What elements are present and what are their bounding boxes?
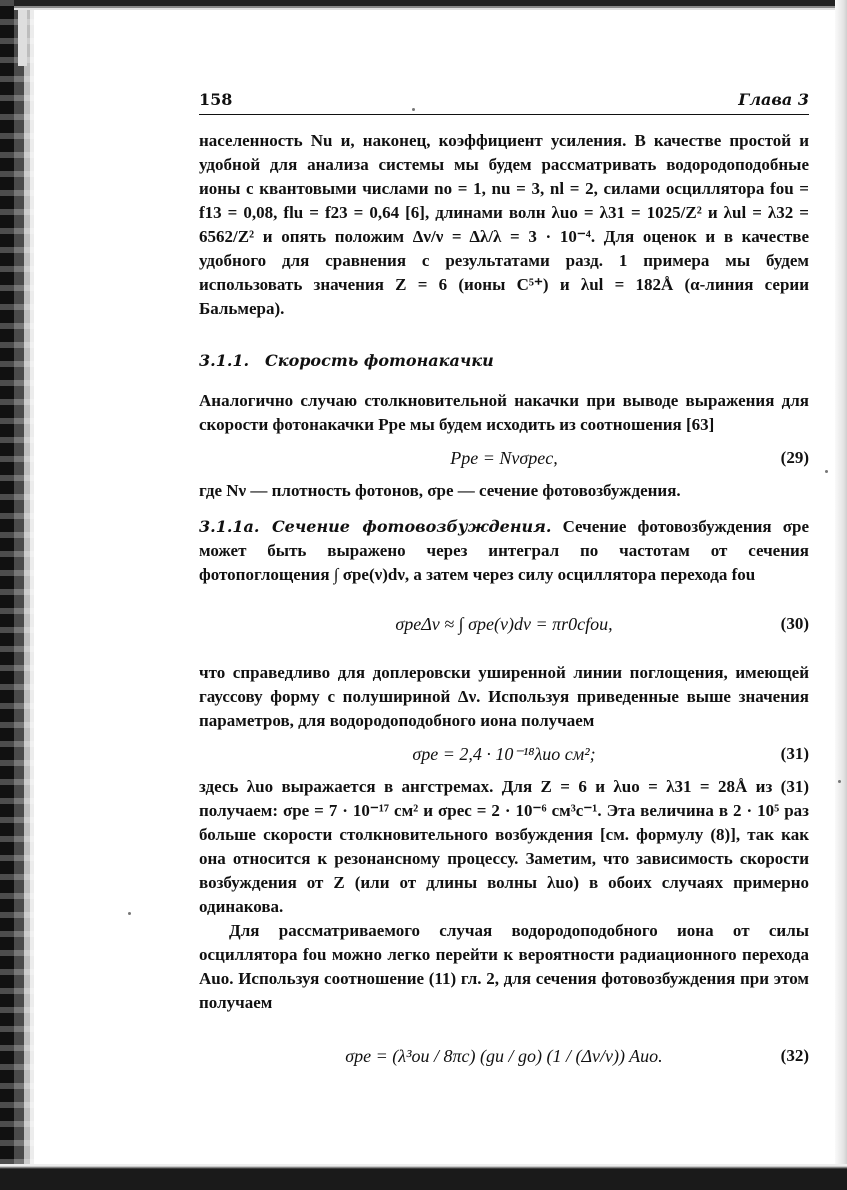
equation-32-number: (32) xyxy=(780,1046,809,1065)
section-title: Скорость фотонакачки xyxy=(265,351,494,370)
scan-border-left xyxy=(0,0,34,1190)
running-head xyxy=(199,88,809,115)
page-number: 158 xyxy=(199,90,233,109)
section-heading xyxy=(199,349,809,373)
paragraph-transition: Для рассматриваемого случая водородоподобного иона от силы осциллятора fou можно легко перейти к вероятности радиационного перехода Auo. Используя соотношение (11) гл. 2, для сечения фотовозбуждения при этом получаем xyxy=(199,921,809,1012)
paragraph-rate: Аналогично случаю столкновительной накачки при выводе выражения для скорости фотонакачки Ppe мы будем исходить из соотношения [63] xyxy=(199,391,809,434)
equation-32 xyxy=(199,1023,809,1089)
equation-30-number: (30) xyxy=(780,614,809,633)
section-number: 3.1.1. xyxy=(199,351,250,370)
paragraph-result: здесь λuo выражается в ангстремах. Для Z = 6 и λuo = λ31 = 28Å из (31) получаем: σpe = 7 · 10⁻¹⁷ см² и σpec = 2 · 10⁻⁶ см³с⁻¹. Эта величина в 2 · 10⁵ раз больше скорости столкновительного возбуждения [см. формулу (8)], так как она относится к резонансному процессу. Заметим, что зависимость скорости возбуждения от Z (или от длины волны λuo) в обоих случаях примерно одинакова. xyxy=(199,777,809,916)
equation-31-number: (31) xyxy=(780,744,809,763)
scan-border-bottom xyxy=(0,1164,847,1190)
paragraph-intro: населенность Nu и, наконец, коэффициент усиления. В качестве простой и удобной для анализа системы мы будем рассматривать водородоподобные ионы с квантовыми числами no = 1, nu = 3, nl = 2, силами осциллятора fou = f13 = 0,08, flu = f23 = 0,64 [6], длинами волн λuo = λ31 = 1025/Z² и λul = λ32 = 6562/Z² и опять положим Δν/ν = Δλ/λ = 3 · 10⁻⁴. Для оценок и в качестве удобного для сравнения с результатами разд. 1 примера мы будем использовать значения Z = 6 (ионы C⁵⁺) и λul = 182Å (α-линия серии Бальмера). xyxy=(199,131,809,318)
paragraph-cross-section xyxy=(199,515,809,587)
scan-speck xyxy=(825,470,828,473)
equation-30-body: σpeΔν ≈ ∫ σpe(ν)dν = πr0cfou, xyxy=(395,614,613,634)
scan-speck xyxy=(128,912,131,915)
equation-29 xyxy=(199,439,809,477)
equation-30 xyxy=(199,593,809,655)
book-page xyxy=(199,88,809,1089)
equation-31-body: σpe = 2,4 · 10⁻¹⁸λuo см²; xyxy=(412,744,596,764)
chapter-title: Глава 3 xyxy=(738,90,809,109)
equation-29-body: Ppe = Nνσpec, xyxy=(450,448,558,468)
paragraph-photons: где Nν — плотность фотонов, σpe — сечение фотовозбуждения. xyxy=(199,481,681,500)
equation-29-number: (29) xyxy=(780,448,809,467)
equation-32-body: σpe = (λ³ou / 8πc) (gu / go) (1 / (Δν/ν)) Auo. xyxy=(345,1046,663,1066)
equation-31 xyxy=(199,735,809,773)
scan-speck xyxy=(838,780,841,783)
paragraph-cross-section-text: Сечение фотовозбуждения σpe может быть выражено через интеграл по частотам от сечения фотопоглощения ∫ σpe(ν)dν, а затем через силу осциллятора перехода fou xyxy=(199,517,809,584)
scan-border-top xyxy=(14,0,847,10)
subsection-heading: 3.1.1a. Сечение фотовозбуждения. xyxy=(199,517,552,536)
scan-border-right xyxy=(835,0,847,1190)
paragraph-doppler: что справедливо для доплеровски уширенной линии поглощения, имеющей гауссову форму с полушириной Δν. Используя приведенные выше значения параметров, для водородоподобного иона получаем xyxy=(199,663,809,730)
